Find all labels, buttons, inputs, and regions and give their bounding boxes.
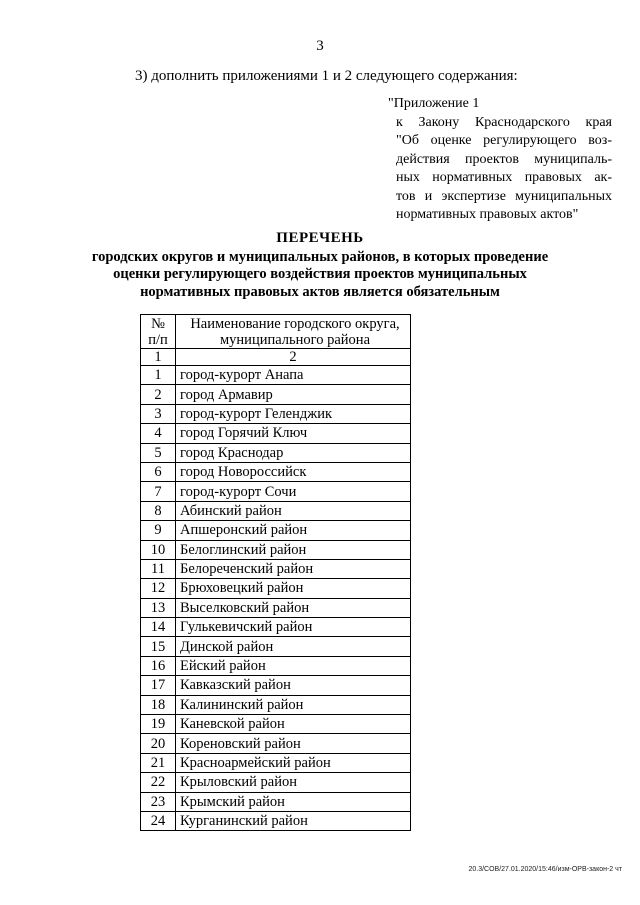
table-row xyxy=(141,695,411,714)
column-numbering-row xyxy=(141,349,411,366)
row-district-name: Динской район xyxy=(176,637,411,656)
heading-title: ПЕРЕЧЕНЬ xyxy=(276,230,364,246)
row-district-name: город Горячий Ключ xyxy=(176,424,411,443)
row-number: 3 xyxy=(141,404,176,423)
row-number: 1 xyxy=(141,366,176,385)
table-row xyxy=(141,753,411,772)
row-number: 19 xyxy=(141,715,176,734)
table-row xyxy=(141,734,411,753)
page-number: 3 xyxy=(316,38,324,54)
row-number: 18 xyxy=(141,695,176,714)
row-number: 6 xyxy=(141,462,176,481)
table-row xyxy=(141,773,411,792)
table-row xyxy=(141,404,411,423)
table-row xyxy=(141,656,411,675)
row-number: 12 xyxy=(141,579,176,598)
row-district-name: город Краснодар xyxy=(176,443,411,462)
list-heading xyxy=(0,230,640,301)
table-row xyxy=(141,598,411,617)
appendix-line: тов и экспертизе муниципальных xyxy=(396,188,612,204)
table-row xyxy=(141,385,411,404)
row-number: 4 xyxy=(141,424,176,443)
row-district-name: Выселковский район xyxy=(176,598,411,617)
row-number: 23 xyxy=(141,792,176,811)
row-number: 11 xyxy=(141,559,176,578)
table-row xyxy=(141,540,411,559)
row-district-name: Брюховецкий район xyxy=(176,579,411,598)
appendix-line: действия проектов муниципаль- xyxy=(396,151,612,167)
table-body xyxy=(141,366,411,831)
row-district-name: город-курорт Геленджик xyxy=(176,404,411,423)
row-district-name: Ейский район xyxy=(176,656,411,675)
col-name-header-line: Наименование городского округа, xyxy=(190,315,400,332)
table-row xyxy=(141,811,411,830)
row-number: 15 xyxy=(141,637,176,656)
heading-line: городских округов и муниципальных районов, в которых проведение xyxy=(91,248,549,265)
row-district-name: Крыловский район xyxy=(176,773,411,792)
row-district-name: Курганинский район xyxy=(176,811,411,830)
table-row xyxy=(141,501,411,520)
table-row xyxy=(141,482,411,501)
row-district-name: город Армавир xyxy=(176,385,411,404)
table-row xyxy=(141,424,411,443)
heading-line: оценки регулирующего воздействия проектов муниципальных xyxy=(113,266,527,282)
row-number: 21 xyxy=(141,753,176,772)
table-row xyxy=(141,443,411,462)
column-number-1: 1 xyxy=(141,349,176,366)
document-footer-code: 20.3/COB/27.01.2020/15:46/изм-ОРВ-закон-2 чт xyxy=(468,866,622,873)
row-district-name: Гулькевичский район xyxy=(176,618,411,637)
row-number: 10 xyxy=(141,540,176,559)
row-district-name: Апшеронский район xyxy=(176,521,411,540)
row-number: 16 xyxy=(141,656,176,675)
row-number: 7 xyxy=(141,482,176,501)
row-district-name: Белоглинский район xyxy=(176,540,411,559)
table-row xyxy=(141,715,411,734)
row-district-name: Красноармейский район xyxy=(176,753,411,772)
appendix-line: "Об оценке регулирующего воз- xyxy=(396,133,612,148)
table-row xyxy=(141,637,411,656)
row-district-name: Кореновский район xyxy=(176,734,411,753)
row-district-name: город Новороссийск xyxy=(176,462,411,481)
row-number: 22 xyxy=(141,773,176,792)
row-number: 9 xyxy=(141,521,176,540)
row-district-name: Кавказский район xyxy=(176,676,411,695)
column-number-2: 2 xyxy=(176,349,411,366)
col-number-header-line: п/п xyxy=(148,331,168,348)
table-row xyxy=(141,618,411,637)
col-number-header-line: № xyxy=(151,315,165,332)
row-number: 8 xyxy=(141,501,176,520)
row-district-name: Белореченский район xyxy=(176,559,411,578)
appendix-line: нормативных правовых актов" xyxy=(396,207,579,222)
col-number-header xyxy=(141,315,176,349)
row-number: 24 xyxy=(141,811,176,830)
appendix-line: "Приложение 1 xyxy=(388,96,480,111)
row-district-name: Калининский район xyxy=(176,695,411,714)
col-name-header-line: муниципального района xyxy=(220,331,370,348)
table-row xyxy=(141,462,411,481)
row-district-name: город-курорт Анапа xyxy=(176,366,411,385)
row-district-name: Каневской район xyxy=(176,715,411,734)
table-header-row xyxy=(141,315,411,349)
table-row xyxy=(141,521,411,540)
row-number: 13 xyxy=(141,598,176,617)
appendix-line: ных нормативных правовых ак- xyxy=(396,170,612,185)
heading-line: нормативных правовых актов является обязательным xyxy=(140,283,500,300)
appendix-header xyxy=(388,95,612,225)
row-district-name: Абинский район xyxy=(176,501,411,520)
row-district-name: город-курорт Сочи xyxy=(176,482,411,501)
row-number: 5 xyxy=(141,443,176,462)
row-number: 14 xyxy=(141,618,176,637)
col-name-header xyxy=(176,315,411,349)
table-row xyxy=(141,559,411,578)
intro-paragraph: 3) дополнить приложениями 1 и 2 следующего содержания: xyxy=(135,68,518,84)
row-number: 17 xyxy=(141,676,176,695)
table-row xyxy=(141,676,411,695)
row-number: 20 xyxy=(141,734,176,753)
districts-table xyxy=(140,314,411,831)
row-number: 2 xyxy=(141,385,176,404)
appendix-line: к Закону Краснодарского края xyxy=(396,114,612,130)
table-row xyxy=(141,579,411,598)
row-district-name: Крымский район xyxy=(176,792,411,811)
table-row xyxy=(141,792,411,811)
table-row xyxy=(141,366,411,385)
